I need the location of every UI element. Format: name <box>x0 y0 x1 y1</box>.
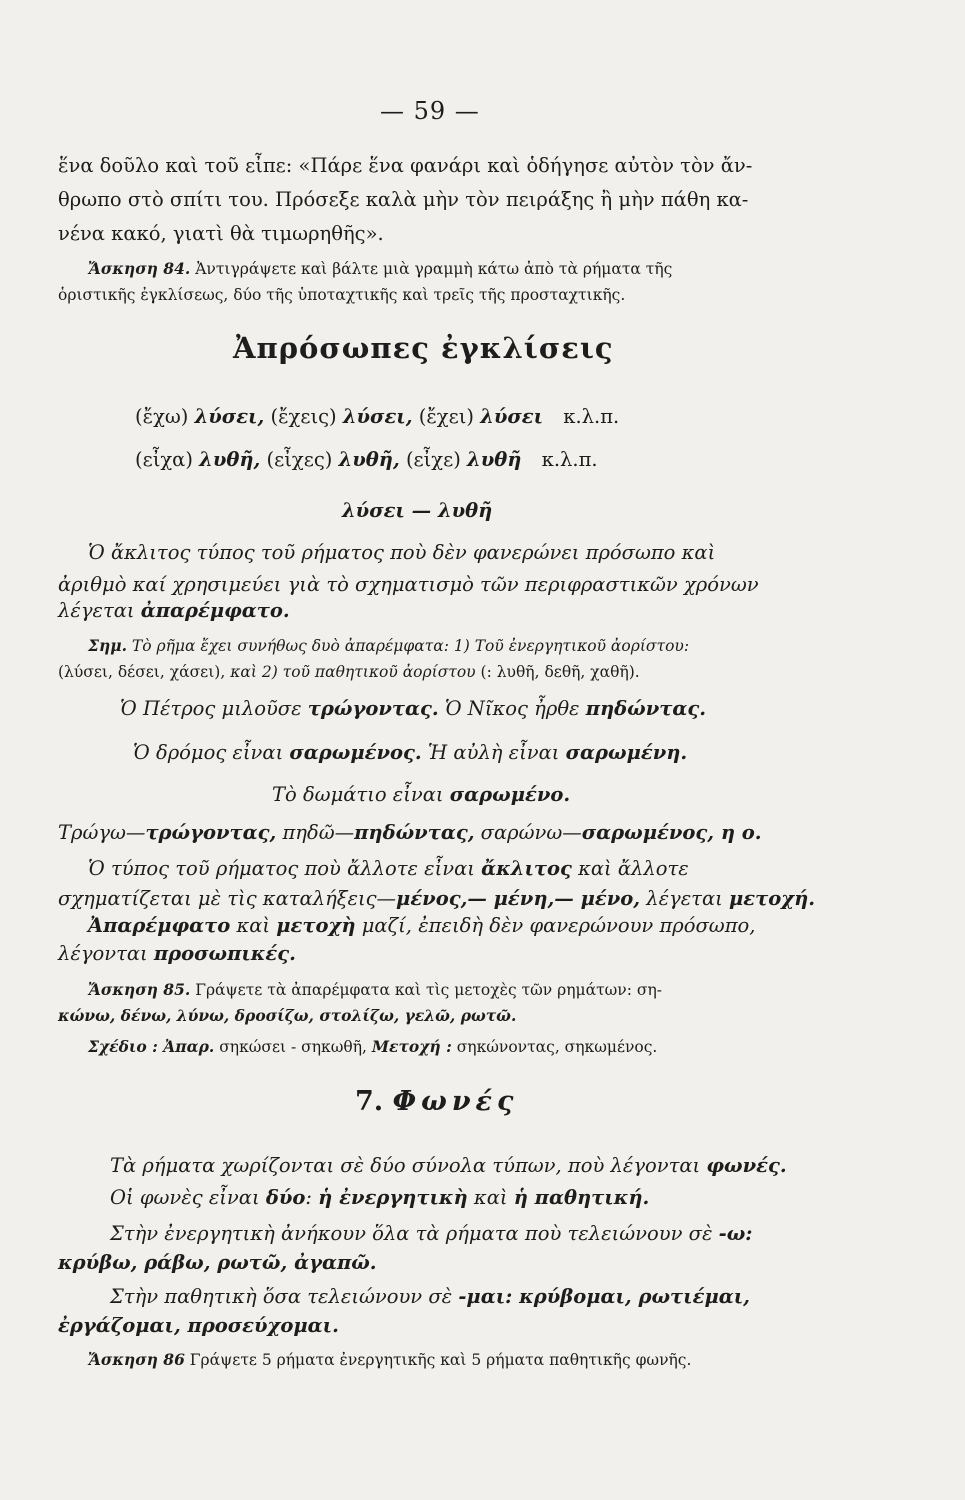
conj-form: λυθῆ, <box>199 448 261 471</box>
term-infinitive: ἀπαρέμφατο. <box>140 599 290 622</box>
text-span: καὶ <box>467 1186 514 1209</box>
participle-label: Μετοχή : <box>371 1037 452 1056</box>
paragraph-line <box>88 856 689 882</box>
page-number: — 59 — <box>380 97 480 125</box>
paragraph-line <box>58 886 815 912</box>
exercise-84-line2: ὁριστικῆς ἐγκλίσεως, δύο τῆς ὑποταχτικῆς καὶ τρεῖς τῆς προσταχτικῆς. <box>58 286 626 304</box>
term: μετοχὴ <box>276 914 356 937</box>
text-span: Τὰ ρήματα χωρίζονται σὲ δύο σύνολα τύπων, ποὺ λέγονται <box>110 1154 707 1177</box>
conj-form: λύσει, <box>194 405 265 428</box>
text-span: λέγονται <box>58 942 154 965</box>
term: Ἀπαρέμφατο <box>88 914 231 937</box>
conj-aux: (ἔχει) <box>418 405 474 428</box>
exercise-84 <box>88 256 672 282</box>
note-text: καὶ 2) τοῦ παθητικοῦ ἀορίστου <box>230 663 476 681</box>
text-span: σχηματίζεται μὲ τὶς καταλήξεις— <box>58 887 397 910</box>
text-span: Ὁ Πέτρος μιλοῦσε <box>120 697 308 720</box>
exercise-label: Ἄσκηση 86 <box>88 1350 185 1369</box>
section-heading: Ἀπρόσωπες ἐγκλίσεις <box>233 331 614 365</box>
conj-etc: κ.λ.π. <box>541 448 598 471</box>
text-span: λέγεται <box>58 599 141 622</box>
text-span: Στὴν ἐνεργητικὴ ἀνήκουν ὅλα τὰ ρήματα ποὺ τελειώνουν σὲ <box>110 1222 719 1245</box>
text-span: : <box>305 1186 319 1209</box>
paragraph-line <box>110 1221 752 1247</box>
text-line: ἕνα δοῦλο καὶ τοῦ εἶπε: «Πάρε ἕνα φανάρι καὶ ὁδήγησε αὐτὸν τὸν ἄν- <box>58 154 753 177</box>
conj-form: λύσει, <box>342 405 413 428</box>
plan-text: σηκώνοντας, σηκωμένος. <box>451 1038 658 1056</box>
conj-aux: (ἔχεις) <box>270 405 337 428</box>
term: ἡ ἐνεργητικὴ <box>318 1186 468 1209</box>
exercise-85-plan <box>88 1034 657 1060</box>
text-span: Τὸ δωμάτιο εἶναι <box>272 783 450 806</box>
paragraph-line <box>110 1284 750 1310</box>
note-text: (: λυθῆ, δεθῆ, χαθῆ). <box>475 663 640 681</box>
text-line: νένα κακό, γιατὶ θὰ τιμωρηθῆς». <box>58 222 384 245</box>
text-span: Οἱ φωνὲς εἶναι <box>110 1186 266 1209</box>
section-heading-voices <box>355 1085 518 1119</box>
text-span: καὶ <box>230 914 277 937</box>
conj-aux: (ἔχω) <box>135 405 189 428</box>
exercise-text: Ἀντιγράψετε καὶ βάλτε μιὰ γραμμὴ κάτω ἀπὸ τὰ ρήματα τῆς <box>195 260 673 278</box>
text-span: πηδῶ— <box>276 821 355 844</box>
example-line <box>272 782 570 808</box>
text-span: Ὁ τύπος τοῦ ρήματος ποὺ ἄλλοτε εἶναι <box>88 857 482 880</box>
paragraph-line: κρύβω, ράβω, ρωτῶ, ἀγαπῶ. <box>58 1251 377 1274</box>
conj-aux: (εἶχε) <box>405 448 461 471</box>
section-title: Φωνές <box>392 1086 519 1117</box>
note-label: Σημ. <box>88 636 127 655</box>
participle: σαρωμένο. <box>449 783 571 806</box>
text-line: θρωπο στὸ σπίτι του. Πρόσεξε καλὰ μὴν τὸν πειράξης ἢ μὴν πάθη κα- <box>58 188 749 211</box>
conjugation-row-1 <box>135 404 619 430</box>
example-line <box>58 820 762 846</box>
plan-text: σηκώσει - σηκωθῆ, <box>214 1038 372 1056</box>
term: ἡ παθητική. <box>513 1186 650 1209</box>
verb-examples: κρύβομαι, ρωτιέμαι, <box>512 1285 750 1308</box>
term-participle: μετοχή. <box>728 887 816 910</box>
paragraph-line <box>58 598 290 624</box>
paragraph-line <box>58 941 296 967</box>
exercise-85-line2: κώνω, δένω, λύνω, δροσίζω, στολίζω, γελῶ, ρωτῶ. <box>58 1006 517 1025</box>
participle: σαρωμένος, η ο. <box>581 821 762 844</box>
note-line <box>88 633 689 659</box>
conj-etc: κ.λ.π. <box>563 405 620 428</box>
example-line <box>133 740 687 766</box>
conj-form: λύσει <box>480 405 544 428</box>
conjugation-row-2 <box>135 447 598 473</box>
participle: τρώγοντας, <box>145 821 277 844</box>
term: μένος,— μένη,— μένο, <box>396 887 641 910</box>
participle: τρώγοντας. <box>307 697 439 720</box>
note-line <box>58 659 640 685</box>
text-span: καὶ ἄλλοτε <box>571 857 689 880</box>
term: ἄκλιτος <box>481 857 572 880</box>
exercise-text: Γράψετε 5 ρήματα ἐνεργητικῆς καὶ 5 ρήματα παθητικῆς φωνῆς. <box>184 1351 692 1369</box>
participle: σαρωμένη. <box>565 741 688 764</box>
paragraph-line: Ὁ ἄκλιτος τύπος τοῦ ρήματος ποὺ δὲν φανερώνει πρόσωπο καὶ <box>88 541 716 564</box>
conj-form: λυθῆ <box>467 448 522 471</box>
section-number: 7. <box>355 1086 384 1117</box>
conj-aux: (εἶχες) <box>266 448 333 471</box>
exercise-label: Ἄσκηση 84. <box>88 259 191 278</box>
participle: πηδώντας. <box>585 697 707 720</box>
exercise-85 <box>88 977 662 1003</box>
participle: πηδώντας, <box>354 821 475 844</box>
paragraph-line: ἀριθμὸ καί χρησιμεύει γιὰ τὸ σχηματισμὸ τῶν περιφραστικῶν χρόνων <box>58 573 759 596</box>
text-span: Τρώγω— <box>58 821 146 844</box>
paragraph-line <box>110 1153 787 1179</box>
term: προσωπικές. <box>153 942 296 965</box>
text-span: Ὁ δρόμος εἶναι <box>133 741 290 764</box>
exercise-text: Γράψετε τὰ ἀπαρέμφατα καὶ τὶς μετοχὲς τῶν ρημάτων: ση- <box>190 981 662 999</box>
paragraph-line <box>88 913 755 939</box>
paragraph-line: ἐργάζομαι, προσεύχομαι. <box>58 1314 339 1337</box>
conj-aux: (εἶχα) <box>135 448 193 471</box>
exercise-86 <box>88 1347 691 1373</box>
ending: -ω: <box>718 1222 753 1245</box>
text-span: μαζί, ἐπειδὴ δὲν φανερώνουν πρόσωπο, <box>355 914 756 937</box>
note-text: (λύσει, δέσει, χάσει), <box>58 663 231 681</box>
text-span: Ὁ Νῖκος ἦρθε <box>438 697 586 720</box>
term: δύο <box>265 1186 306 1209</box>
text-span: σαρώνω— <box>474 821 582 844</box>
term: φωνές. <box>706 1154 787 1177</box>
text-span: Στὴν παθητικὴ ὅσα τελειώνουν σὲ <box>110 1285 459 1308</box>
note-text: Τὸ ρῆμα ἔχει συνήθως δυὸ ἀπαρέμφατα: 1) Τοῦ ἐνεργητικοῦ ἀορίστου: <box>131 637 690 655</box>
exercise-label: Ἄσκηση 85. <box>88 980 191 999</box>
conjugation-summary: λύσει — λυθῆ <box>342 499 493 522</box>
example-line <box>120 696 706 722</box>
text-span: Ἡ αὐλὴ εἶναι <box>421 741 566 764</box>
participle: σαρωμένος. <box>289 741 422 764</box>
ending: -μαι: <box>458 1285 513 1308</box>
conj-form: λυθῆ, <box>338 448 400 471</box>
plan-label: Σχέδιο : Ἀπαρ. <box>88 1037 215 1056</box>
paragraph-line <box>110 1185 649 1211</box>
text-span: λέγεται <box>640 887 729 910</box>
